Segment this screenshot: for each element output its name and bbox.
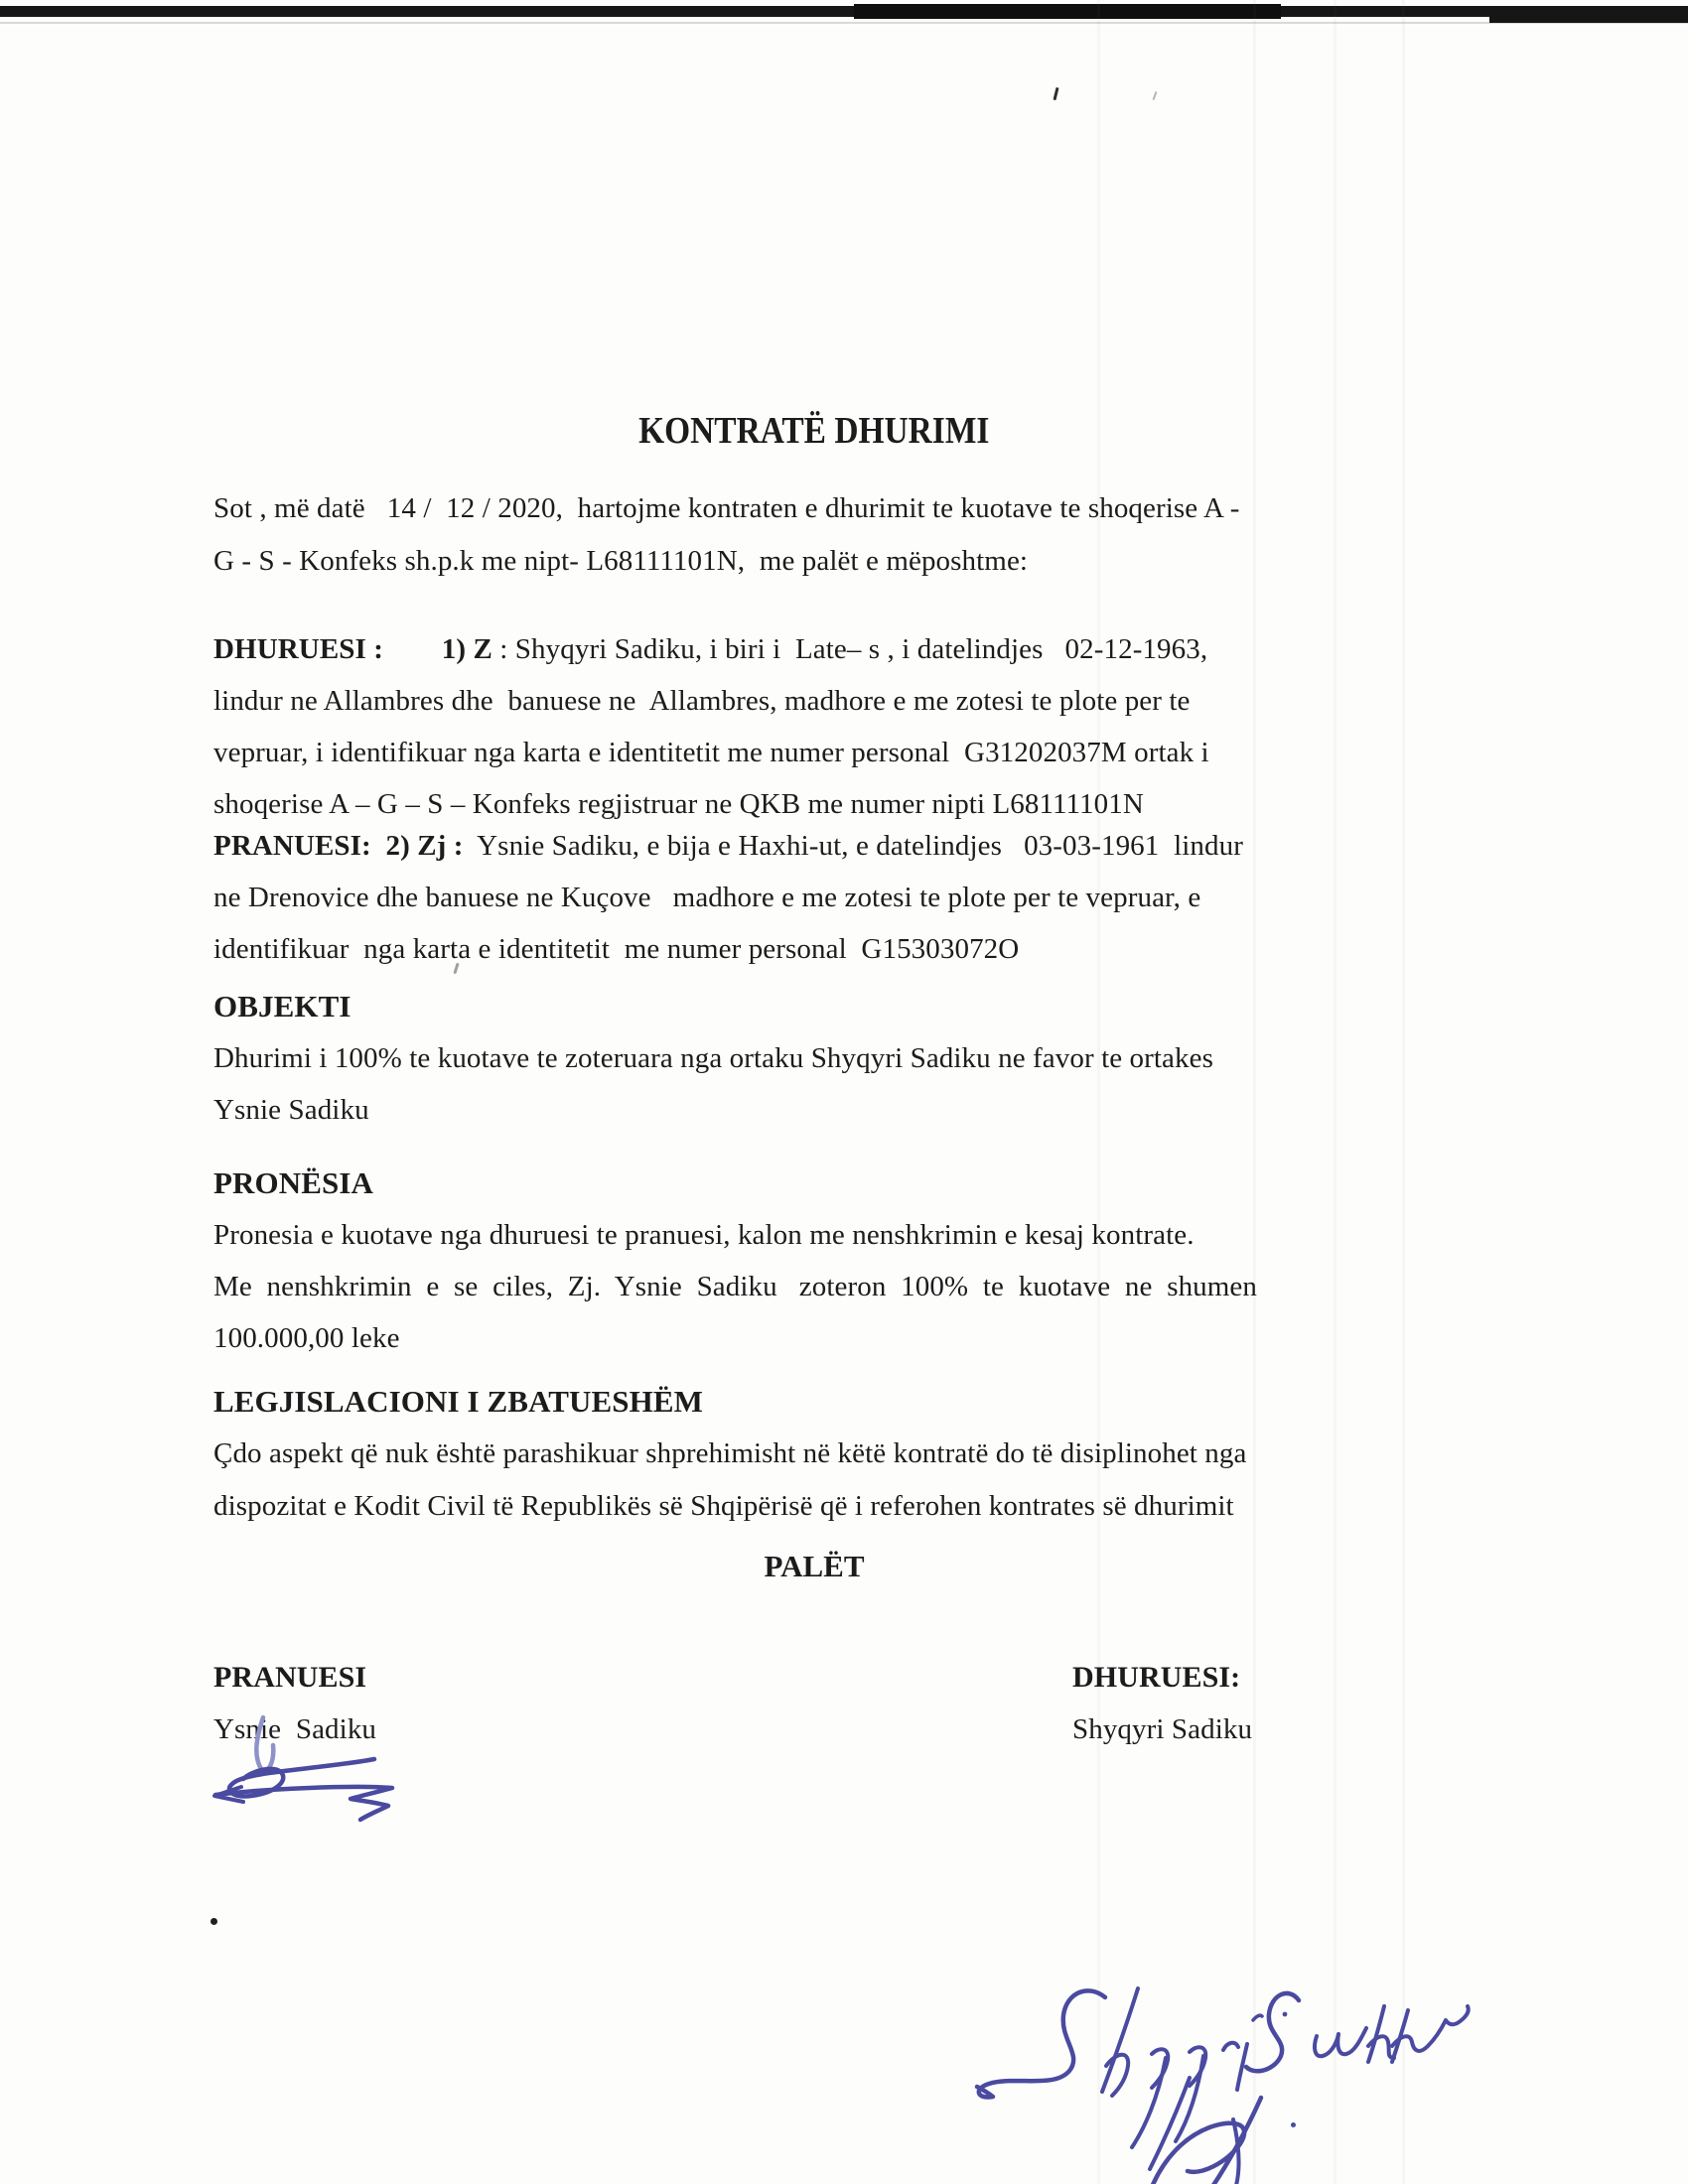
- legjislacioni-line-1: Çdo aspekt që nuk është parashikuar shprehimisht në këtë kontratë do të disiplinohet nga: [213, 1437, 1247, 1469]
- objekti-section: [213, 981, 1213, 1136]
- title-row: [213, 409, 1415, 453]
- scan-streak: [1334, 0, 1336, 2184]
- dhuruesi-name: Shyqyri Sadiku: [1072, 1713, 1253, 1745]
- pranuesi-column-label: PRANUESI: [213, 1661, 367, 1694]
- scan-edge-bar: [0, 6, 1688, 17]
- pranuesi-label: PRANUESI: 2) Zj :: [213, 830, 464, 862]
- pronesia-heading: PRONËSIA: [213, 1165, 373, 1200]
- dhuruesi-signature-block: [1072, 1652, 1252, 1755]
- dhuruesi-party-no: 1) Z: [383, 633, 492, 665]
- pranuesi-paragraph: [213, 820, 1243, 975]
- pranuesi-line-1: [213, 820, 1243, 872]
- intro-line-1: Sot , më datë 14 / 12 / 2020, hartojme kontraten e dhurimit te kuotave te shoqerise A -: [213, 492, 1240, 524]
- scan-speck: [1153, 91, 1158, 100]
- scan-speck: [1053, 87, 1058, 100]
- pronesia-line-1: Pronesia e kuotave nga dhuruesi te pranuesi, kalon me nenshkrimin e kesaj kontrate.: [213, 1219, 1195, 1251]
- scan-dot: [211, 1918, 217, 1925]
- objekti-line-2: Ysnie Sadiku: [213, 1094, 369, 1126]
- objekti-line-1: Dhurimi i 100% te kuotave te zoteruara nga ortaku Shyqyri Sadiku ne favor te ortakes: [213, 1042, 1213, 1074]
- legjislacioni-section: [213, 1376, 1246, 1533]
- page-title: KONTRATË DHURIMI: [638, 410, 990, 452]
- dhuruesi-line-1-rest: : Shyqyri Sadiku, i biri i Late– s , i datelindjes 02-12-1963,: [492, 633, 1208, 665]
- dhuruesi-line-1: [213, 623, 1209, 675]
- palet-heading-row: [213, 1549, 1415, 1584]
- scan-edge-shadow: [0, 22, 1688, 24]
- legjislacioni-line-2: dispozitat e Kodit Civil të Republikës së Shqipërisë që i referohen kontrates së dhurimit: [213, 1490, 1234, 1522]
- pranuesi-line-2: ne Drenovice dhe banuese ne Kuçove madhore e me zotesi te plote per te vepruar, e: [213, 882, 1201, 913]
- scan-streak: [1253, 0, 1256, 2184]
- pronesia-line-2: Me nenshkrimin e se ciles, Zj. Ysnie Sadiku zoteron 100% te kuotave ne shumen: [213, 1271, 1258, 1302]
- pranuesi-line-1-rest: Ysnie Sadiku, e bija e Haxhi-ut, e datelindjes 03-03-1961 lindur: [463, 830, 1243, 862]
- scan-edge-bar-thick: [854, 4, 1281, 19]
- dhuruesi-paragraph: [213, 623, 1209, 830]
- palet-heading: PALËT: [764, 1549, 865, 1583]
- intro-line-2: G - S - Konfeks sh.p.k me nipt- L68111101N, me palët e mëposhtme:: [213, 545, 1029, 577]
- scan-streak: [1402, 0, 1405, 2184]
- dhuruesi-line-4: shoqerise A – G – S – Konfeks regjistruar ne QKB me numer nipti L68111101N: [213, 788, 1144, 820]
- pranuesi-name: Ysnie Sadiku: [213, 1713, 377, 1745]
- pranuesi-signature-ink: [204, 1709, 412, 1824]
- dhuruesi-column-label: DHURUESI:: [1072, 1661, 1241, 1694]
- pranuesi-line-3: identifikuar nga karta e identitetit me numer personal G15303072O: [213, 933, 1020, 965]
- signature-ink-dot: [1291, 2122, 1296, 2127]
- dhuruesi-line-2: lindur ne Allambres dhe banuese ne Allambres, madhore e me zotesi te plote per te: [213, 685, 1191, 717]
- pronesia-line-3: 100.000,00 leke: [213, 1322, 400, 1354]
- legjislacioni-heading: LEGJISLACIONI I ZBATUESHËM: [213, 1384, 703, 1419]
- dhuruesi-line-3: vepruar, i identifikuar nga karta e identitetit me numer personal G31202037M ortak i: [213, 737, 1209, 768]
- intro-paragraph: [213, 482, 1240, 588]
- objekti-heading: OBJEKTI: [213, 989, 352, 1024]
- dhuruesi-label: DHURUESI :: [213, 633, 383, 665]
- pronesia-section: [213, 1158, 1257, 1364]
- dhuruesi-signature-ink: [943, 1971, 1499, 2184]
